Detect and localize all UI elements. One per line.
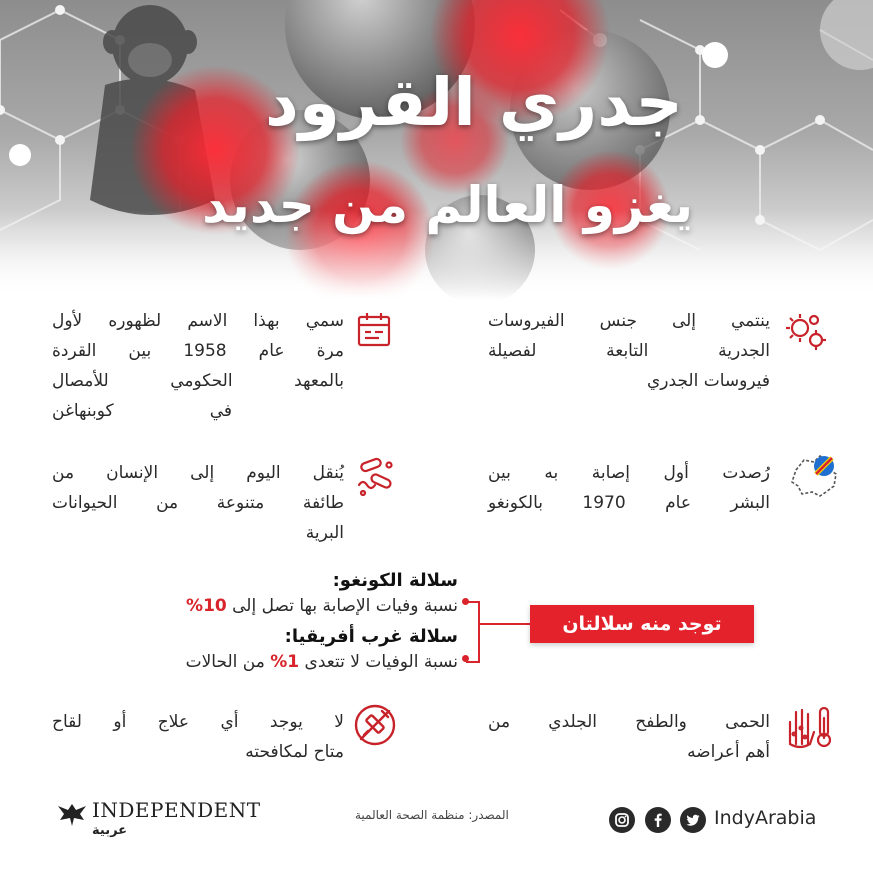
strain-west-africa-percent: 1%: [270, 652, 300, 672]
fact-transmission: [52, 458, 344, 548]
strain-west-africa-title: سلالة غرب أفريقيا:: [284, 626, 458, 647]
twitter-icon[interactable]: [680, 807, 706, 833]
fact-symptoms-line-1: الحمى والطفح الجلدي من: [488, 712, 770, 732]
strain-west-africa-text: [186, 652, 458, 672]
fact-symptoms-line-2: أهم أعراضه: [687, 742, 770, 762]
fact-transmission-line-1: يُنقل اليوم إلى الإنسان من: [52, 463, 344, 483]
fact-name-origin-line-1: سمي بهذا الاسم لظهوره لأول: [52, 311, 344, 331]
no-vaccine-icon: [352, 702, 398, 752]
fact-treatment-line-2: متاح لمكافحته: [245, 742, 344, 762]
fact-name-origin-line-4: في كوبنهاغن: [52, 401, 232, 421]
strain-west-africa-dot: [462, 655, 469, 662]
strain-west-africa-description: نسبة الوفيات لا تتعدى: [299, 652, 458, 672]
fact-name-origin-line-2: مرة عام 1958 بين القردة: [52, 341, 344, 361]
virus-background-illustration: [0, 0, 873, 300]
page-title: جدري القرود: [264, 64, 683, 141]
hand-thermometer-icon: [786, 704, 836, 754]
strain-congo-description: نسبة وفيات الإصابة بها تصل إلى: [226, 596, 458, 616]
fact-transmission-line-3: البرية: [305, 523, 344, 543]
strain-congo-text: [186, 596, 458, 616]
calendar-icon: [355, 310, 395, 354]
strain-congo-dot: [462, 598, 469, 605]
strain-congo-percent: 10%: [186, 596, 227, 616]
strains-badge: توجد منه سلالتان: [530, 605, 754, 643]
social-handle[interactable]: IndyArabia: [714, 807, 817, 829]
instagram-icon[interactable]: [609, 807, 635, 833]
facebook-icon[interactable]: [645, 807, 671, 833]
independent-eagle-logo-icon: [56, 800, 88, 832]
strains-bracket: [466, 601, 480, 663]
hero-banner: [0, 0, 873, 300]
fact-first-case: [488, 458, 770, 518]
fact-genus: [488, 306, 770, 396]
source-note: المصدر: منظمة الصحة العالمية: [355, 808, 509, 822]
fact-symptoms: [488, 707, 770, 767]
strain-west-africa-description-end: من الحالات: [185, 652, 271, 672]
fact-name-origin-line-3: بالمعهد الحكومي للأمصال: [52, 371, 344, 391]
virus-icon: [780, 308, 828, 360]
page-subtitle: يغزو العالم من جديد: [202, 176, 693, 234]
fact-treatment-line-1: لا يوجد أي علاج أو لقاح: [52, 712, 344, 732]
bacteria-icon: [355, 455, 397, 501]
fact-treatment: [52, 707, 344, 767]
strains-connector: [478, 623, 530, 625]
strain-congo-title: سلالة الكونغو:: [332, 570, 458, 591]
fact-genus-line-1: ينتمي إلى جنس الفيروسات: [488, 311, 770, 331]
congo-map-icon: [790, 452, 842, 504]
fact-genus-line-2: الجدرية التابعة لفصيلة: [488, 341, 770, 361]
fact-genus-line-3: فيروسات الجدري: [647, 371, 770, 391]
fact-first-case-line-1: رُصدت أول إصابة به بين: [488, 463, 770, 483]
brand-name-arabic: عربية: [92, 823, 128, 838]
brand-name: INDEPENDENT: [92, 798, 261, 822]
fact-transmission-line-2: طائفة متنوعة من الحيوانات: [52, 493, 344, 513]
fact-name-origin: [52, 306, 344, 426]
fact-first-case-line-2: البشر عام 1970 بالكونغو: [488, 493, 770, 513]
